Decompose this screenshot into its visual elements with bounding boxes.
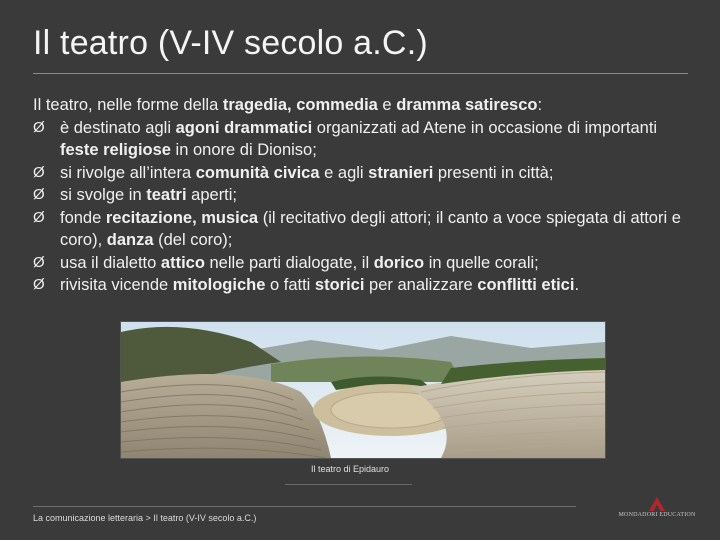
bullet-item (33, 162, 698, 185)
arrow-bullet-icon: Ø (33, 276, 45, 293)
text-run: e (377, 96, 397, 114)
text-run: o fatti (265, 276, 315, 294)
arrow-bullet-icon: Ø (33, 163, 45, 181)
text-run: (del coro); (153, 231, 233, 249)
emphasis-text: danza (106, 231, 154, 249)
bullet-item (33, 117, 698, 162)
text-run: aperti; (186, 186, 238, 204)
logo-mark-icon (649, 497, 665, 511)
emphasis-text: tragedia, commedia (222, 96, 378, 114)
bullet-text (60, 119, 657, 160)
emphasis-text: comunità civica (195, 163, 320, 182)
text-run: (il recitativo degli attori; il canto a voce spiegata di attori e coro), (60, 208, 681, 249)
arrow-bullet-icon: Ø (33, 186, 45, 203)
text-run: presenti in città; (433, 163, 554, 182)
emphasis-text: recitazione, musica (105, 208, 259, 227)
bullet-item (33, 274, 698, 297)
slide-title: Il teatro (V-IV secolo a.C.) (33, 24, 428, 62)
text-run: Il teatro, nelle forme della (33, 96, 223, 114)
emphasis-text: dramma satiresco (396, 96, 538, 114)
bullet-text (60, 209, 681, 250)
title-divider (33, 73, 688, 74)
emphasis-text: agoni drammatici (175, 118, 313, 137)
bullet-text (60, 276, 579, 294)
text-run: nelle parti dialogate, il (204, 253, 374, 272)
text-run: si svolge in (60, 186, 147, 204)
arrow-bullet-icon: Ø (33, 118, 45, 136)
caption-divider (285, 484, 412, 485)
emphasis-text: stranieri (368, 163, 434, 182)
arrow-bullet-icon: Ø (33, 253, 45, 271)
bullet-list (33, 117, 698, 297)
footer-breadcrumb: La comunicazione letteraria > Il teatro (V-IV secolo a.C.) (33, 513, 257, 523)
intro-paragraph (33, 94, 698, 117)
text-run: rivisita vicende (60, 276, 173, 294)
emphasis-text: dorico (373, 253, 425, 272)
photo-caption: Il teatro di Epidauro (310, 464, 390, 474)
text-run: si rivolge all’intera (60, 163, 196, 182)
text-run: in quelle corali; (424, 253, 539, 272)
emphasis-text: feste religiose (60, 141, 171, 159)
bullet-text (60, 164, 553, 182)
text-run: usa il dialetto (60, 253, 161, 272)
bullet-text (60, 254, 539, 272)
bullet-item (33, 207, 698, 252)
text-run: . (574, 276, 580, 294)
text-run: in onore di Dioniso; (170, 141, 317, 159)
text-run: organizzati ad Atene in occasione di importanti (312, 118, 658, 137)
epidaurus-theatre-photo (120, 321, 606, 459)
emphasis-text: storici (314, 276, 365, 294)
emphasis-text: teatri (146, 186, 187, 204)
bullet-item (33, 252, 698, 275)
text-run: e agli (319, 163, 369, 182)
emphasis-text: mitologiche (172, 276, 266, 294)
publisher-logo (612, 497, 702, 527)
text-run: per analizzare (364, 276, 478, 294)
footer-divider (33, 506, 576, 507)
bullet-text (60, 186, 237, 204)
bullet-item (33, 184, 698, 207)
text-run: fonde (60, 208, 106, 227)
logo-text: MONDADORI EDUCATION (618, 512, 696, 518)
arrow-bullet-icon: Ø (33, 208, 45, 226)
text-run: : (537, 96, 543, 114)
body-text (33, 94, 698, 297)
emphasis-text: attico (160, 253, 205, 272)
emphasis-text: conflitti etici (477, 276, 575, 294)
text-run: è destinato agli (60, 118, 176, 137)
